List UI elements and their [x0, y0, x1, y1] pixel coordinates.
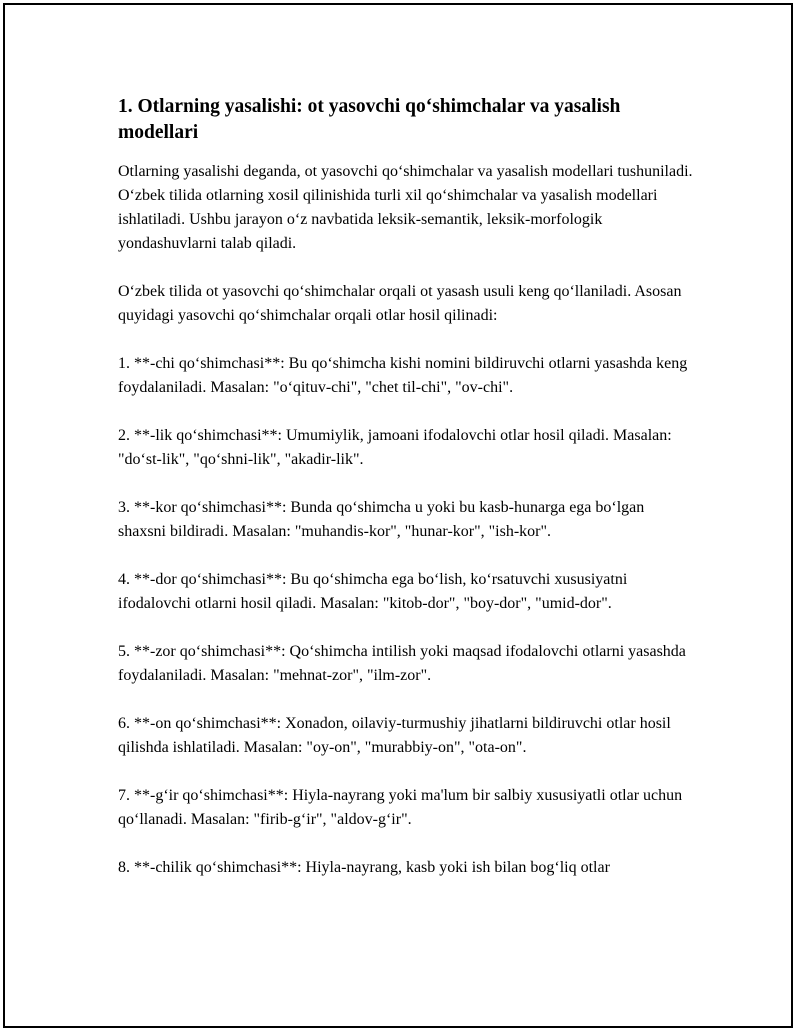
list-item-chilik: 8. **-chilik qo‘shimchasi**: Hiyla-nayrang, kasb yoki ish bilan bog‘liq otlar	[118, 859, 610, 876]
list-item-gir: 7. **-g‘ir qo‘shimchasi**: Hiyla-nayrang yoki ma'lum bir salbiy xususiyatli otlar uchun qo‘llanadi. Masalan: "firib-g‘ir", "aldov-g‘ir".	[118, 787, 683, 828]
list-item-dor: 4. **-dor qo‘shimchasi**: Bu qo‘shimcha ega bo‘lish, ko‘rsatuvchi xususiyatni ifodalovchi otlarni hosil qiladi. Masalan: "kitob-dor", "boy-dor", "umid-dor".	[118, 571, 628, 612]
document-body	[118, 94, 693, 880]
list-item-on: 6. **-on qo‘shimchasi**: Xonadon, oilaviy-turmushiy jihatlarni bildiruvchi otlar hosil qilishda ishlatiladi. Masalan: "oy-on", "murabbiy-on", "ota-on".	[118, 715, 671, 756]
list-item-zor: 5. **-zor qo‘shimchasi**: Qo‘shimcha intilish yoki maqsad ifodalovchi otlarni yasashda foydalaniladi. Masalan: "mehnat-zor", "ilm-zor".	[118, 643, 686, 684]
paragraph-suffix-usage: O‘zbek tilida ot yasovchi qo‘shimchalar orqali ot yasash usuli keng qo‘llaniladi. Asosan quyidagi yasovchi qo‘shimchalar orqali otlar hosil qilinadi:	[118, 283, 682, 324]
list-item-chi: 1. **-chi qo‘shimchasi**: Bu qo‘shimcha kishi nomini bildiruvchi otlarni yasashda keng foydalaniladi. Masalan: "o‘qituv-chi", "chet til-chi", "ov-chi".	[118, 355, 688, 396]
section-heading: 1. Otlarning yasalishi: ot yasovchi qo‘shimchalar va yasalish modellari	[118, 96, 621, 143]
paragraph-intro: Otlarning yasalishi deganda, ot yasovchi qo‘shimchalar va yasalish modellari tushuniladi. O‘zbek tilida otlarning xosil qilinishida turli xil qo‘shimchalar va yasalish modellari ishlatiladi. Ushbu jarayon o‘z navbatida leksik-semantik, leksik-morfologik yondashuvlarni talab qiladi.	[118, 163, 693, 252]
list-item-kor: 3. **-kor qo‘shimchasi**: Bunda qo‘shimcha u yoki bu kasb-hunarga ega bo‘lgan shaxsni bildiradi. Masalan: "muhandis-kor", "hunar-kor", "ish-kor".	[118, 499, 645, 540]
list-item-lik: 2. **-lik qo‘shimchasi**: Umumiylik, jamoani ifodalovchi otlar hosil qiladi. Masalan: "do‘st-lik", "qo‘shni-lik", "akadir-lik".	[118, 427, 672, 468]
